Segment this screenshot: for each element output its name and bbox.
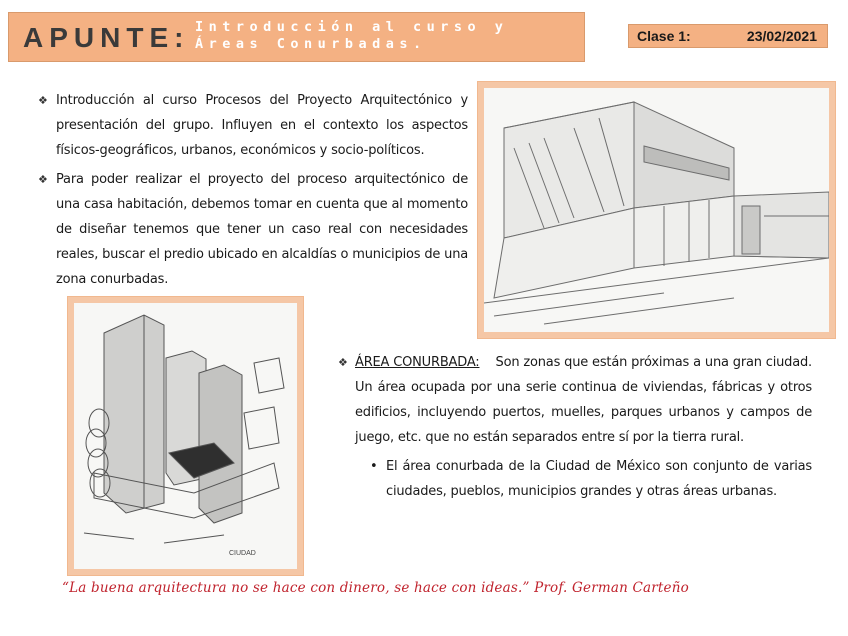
bullet-text: Introducción al curso Procesos del Proyecto Arquitectónico y presentación del grupo. Influyen en el contexto los aspectos físicos-geográficos, urbanos, económicos y socio-políticos. — [56, 93, 468, 158]
diamond-bullet-icon: ❖ — [38, 94, 48, 107]
house-sketch — [484, 88, 829, 332]
diamond-bullet-icon: ❖ — [338, 356, 348, 369]
area-text: Son zonas que están próximas a una gran ciudad. Un área ocupada por una serie continua de viviendas, fábricas y otros edificios, incluyendo puertos, muelles, parques urbanos y campos de juego, etc. que no están separados entre sí por la tierra rural. — [355, 355, 812, 445]
bullet-item — [338, 350, 812, 450]
class-date: 23/02/2021 — [746, 28, 817, 44]
house-sketch-image — [478, 82, 835, 338]
dot-bullet-icon: • — [370, 459, 378, 474]
intro-bullets — [38, 88, 468, 296]
footer-quote: “La buena arquitectura no se hace con dinero, se hace con ideas.” Prof. German Carteño — [62, 580, 689, 596]
bullet-text: Para poder realizar el proyecto del proceso arquitectónico de una casa habitación, debemos tomar en cuenta que al momento de diseñar tenemos que tener un caso real con necesidades reales, buscar el predio ubicado en alcaldías o municipios de una zona conurbadas. — [56, 172, 468, 287]
sub-bullet-item — [370, 454, 812, 504]
area-bullets — [338, 350, 812, 504]
city-sketch-label: CIUDAD — [229, 550, 256, 557]
bullet-item — [38, 88, 468, 163]
page-title: APUNTE: — [23, 22, 190, 53]
city-sketch-image — [68, 297, 303, 575]
class-date-box — [628, 24, 828, 48]
bullet-item — [38, 167, 468, 292]
title-banner — [8, 12, 585, 62]
area-title: ÁREA CONURBADA: — [355, 355, 480, 370]
page-subtitle: Introducción al curso y Áreas Conurbadas. — [195, 19, 509, 52]
city-sketch — [74, 303, 297, 569]
sub-bullet-text: El área conurbada de la Ciudad de México son conjunto de varias ciudades, pueblos, municipios grandes y otras áreas urbanas. — [386, 459, 812, 499]
class-label: Clase 1: — [637, 28, 691, 44]
diamond-bullet-icon: ❖ — [38, 173, 48, 186]
